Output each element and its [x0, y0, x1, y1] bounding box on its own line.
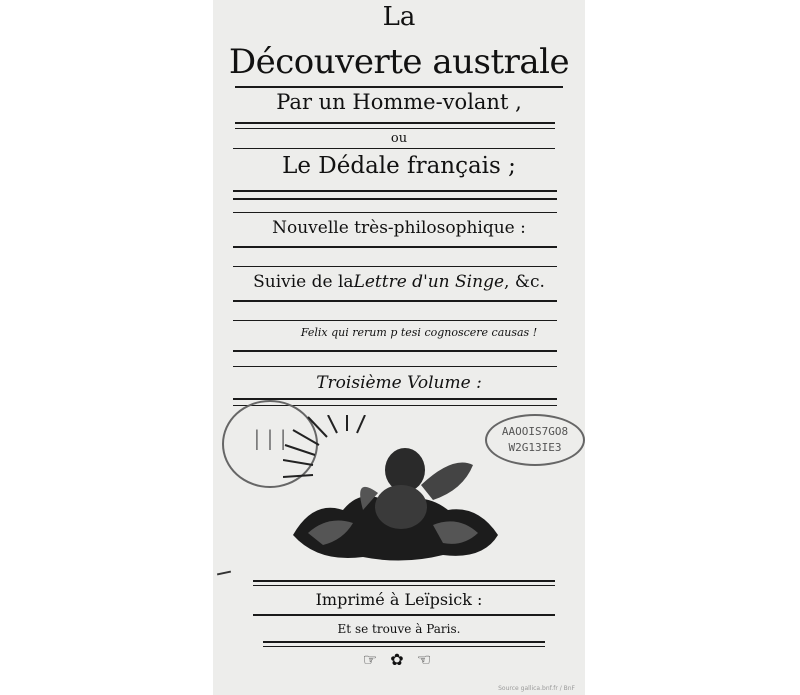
volume-line: Troisième Volume :: [316, 373, 482, 393]
sold-at-line: Et se trouve à Paris.: [337, 622, 461, 636]
rule: [233, 198, 557, 200]
rule: [253, 580, 555, 582]
rule: [233, 350, 557, 352]
sequel-italic: Lettre d'un Singe: [353, 272, 505, 292]
rule: [233, 212, 557, 213]
rule: [233, 398, 557, 400]
title-line-1: La: [382, 2, 416, 32]
subtitle-line-1: Par un Homme-volant ,: [276, 90, 522, 114]
stamp-right-line-1: AAOOIS7GO8: [501, 425, 569, 438]
imprint-line: Imprimé à Leïpsick :: [315, 590, 483, 609]
conjunction: ou: [390, 131, 408, 146]
motto: Felix qui rerum p tesi cognoscere causas !: [300, 326, 538, 339]
rule: [233, 148, 555, 149]
title-page: [213, 0, 585, 695]
sequel-suffix: , &c.: [504, 272, 545, 292]
sequel-line: [213, 272, 585, 292]
rule: [233, 300, 557, 302]
stamp-right-line-2: W2G13IE3: [508, 441, 562, 454]
rule: [233, 266, 557, 267]
sequel-prefix: Suivie de la: [253, 272, 354, 292]
rule: [263, 641, 545, 643]
source-credit: Source gallica.bnf.fr / BnF: [498, 685, 575, 692]
rule: [235, 122, 555, 124]
rule: [253, 585, 555, 586]
cherub-vignette: [283, 415, 513, 565]
stamp-left-text: | | |: [253, 426, 287, 450]
library-stamp-right: [485, 414, 585, 466]
rule: [233, 366, 557, 367]
rule: [235, 86, 563, 88]
rule: [233, 246, 557, 248]
subtitle-line-2: Le Dédale français ;: [282, 153, 516, 179]
rule: [253, 614, 555, 616]
rule: [233, 320, 557, 321]
pointing-hands-ornament: ☞ ✿ ☜: [362, 650, 436, 669]
rule: [235, 128, 555, 129]
title-line-2: Découverte australe: [228, 42, 570, 82]
rule: [263, 646, 545, 647]
genre-line: Nouvelle très-philosophique :: [272, 218, 526, 238]
stray-mark: [217, 571, 231, 576]
rule: [233, 190, 557, 192]
